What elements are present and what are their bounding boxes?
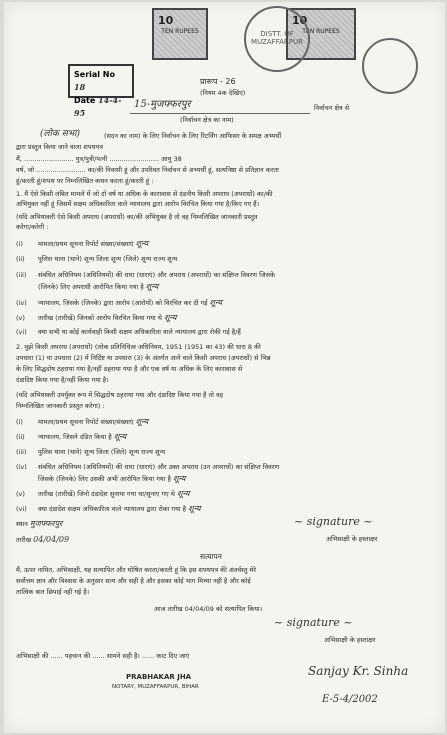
list2-item: (ii) न्यायालय, जिसने दंडित किया है शून्य	[16, 432, 127, 441]
notary-reg: E-5-4/2002	[322, 694, 378, 705]
stamp-text: TEN RUPEES	[302, 28, 340, 35]
list2-item: जिसके (जिनके) लिए उसकी अभी आरोपित किया गया है शून्य	[38, 474, 186, 483]
para-1c: (यदि अभियाक्ती ऐसे किसी अपराध (अपराधों) का/की अभियुक्त है तो वह निम्नलिखित जानकारी प्रस्तुत	[16, 213, 258, 221]
verification-sign-label: अभिसाक्षी के हस्ताक्षर	[324, 636, 376, 644]
body-line-1: (सदन का नाम) के लिए निर्वाचन के लिए रिटर्निंग आफिसर के समक्ष अभ्यर्थी	[104, 132, 282, 140]
para-2e: (यदि अभियाक्ती उपर्युक्त रूप में सिद्धदोष ठहराया गया और दंडादिष्ट किया गया है तो वह	[16, 391, 224, 399]
deponent-signature: ~ signature ~	[294, 515, 373, 528]
deponent-label: अभिसाक्षी के हस्ताक्षर	[326, 535, 378, 543]
form-rule: (नियम 4क देखिए)	[200, 89, 246, 97]
round-seal	[362, 38, 418, 94]
verification-line: अभिसाक्षी की ...... पहचान की ...... सामने सही है। ...... काट दिए जाएं	[16, 652, 190, 660]
list1-item: (जिनके) लिए अपराधी आरोपित किया गया है शून्य	[38, 282, 159, 291]
list2-item: (v) तारीख (तारीखें) जिनो दंडादेश सुनाया गया था/सुनाए गए थे शून्य	[16, 489, 190, 498]
fill-line	[130, 113, 310, 114]
list2-item: (iii) पुलिस थाना (थाने) शून्य जिला (जिले) शून्य राज्य शून्य	[16, 448, 166, 456]
notary-title: NOTARY, MUZAFFARPUR, BIHAR	[112, 684, 199, 690]
para-2d: दंडादिष्ट किया गया है/नहीं किया गया है।	[16, 376, 109, 384]
para-2f: निम्नलिखित जानकारी प्रस्तुत करेगा) :	[16, 402, 105, 410]
date-label: Date	[74, 96, 96, 105]
serial-label: Serial No	[74, 70, 115, 79]
verification-signature: ~ signature ~	[274, 616, 353, 629]
stamp-text: TEN RUPEES	[161, 28, 199, 35]
constituency-label: (निर्वाचन क्षेत्र का नाम)	[180, 116, 234, 124]
place-row: स्थान मुजफ्फरपुर	[16, 519, 63, 528]
stamp-paper-left	[152, 8, 208, 60]
list1-item: (iii) संबंधित अधिनियम (अधिनियमों) की धारा (धाराएं) और अपराध (अपराधों) का संक्षिप्त विवरण जिसके	[16, 271, 275, 279]
list1-item: (vi) क्या सभी या कोई कार्यवाही किसी सक्षम अधिकारिता वाले न्यायालय द्वारा रोकी गई है/हैं	[16, 328, 241, 336]
para-2a: 2. मुझे किसी अपराध (अपराधों) (लोक प्रतिनिधित्व अधिनियम, 1951 (1951 का 43) की धारा 8 की	[16, 343, 261, 351]
list2-item: (vi) क्या दंडादेश सक्षम अधिकारिता वाले न्यायालय द्वारा रोका गया है शून्य	[16, 504, 201, 513]
verification-line: सर्वोत्तम ज्ञान और विश्वास के अनुसार सत्य और सही है और इसका कोई भाग मिथ्या नहीं है और कोई	[16, 577, 251, 585]
stamp-value: 10	[292, 14, 308, 27]
court-seal: DISTT. OF MUZAFFARPUR	[244, 6, 310, 72]
verification-title: सत्यापन	[200, 552, 222, 561]
verification-line: मैं, ऊपर नामित, अभिसाक्षी, यह सत्यापित और घोषित करता/करती हूं कि इस शपथपत्र की अंतर्वस्तु मेरे	[16, 566, 257, 574]
list1-item: (i) मामला/प्रथम सूचना रिपोर्ट संख्या/संख्याएं शून्य	[16, 239, 149, 248]
serial-date: 14-4-95	[74, 95, 122, 118]
constituency-after: निर्वाचन क्षेत्र से	[314, 104, 350, 112]
serial-box	[68, 64, 134, 118]
constituency-fill: 15-मुजफ्फरपुर	[134, 99, 191, 110]
para-1b: अभियुक्त नहीं हूं जिसमें सक्षम अधिकारिता वाले न्यायालय द्वारा आरोप विरचित किया गया है/किए गए हैं।	[16, 200, 260, 208]
list1-item: (iv) न्यायालय, जिसके (जिनके) द्वारा आरोप (आरोपों) को विरचित कर दी गई शून्य	[16, 298, 222, 307]
verification-line: तात्विक बात छिपाई नहीं गई है।	[16, 588, 90, 596]
house-fill: (लोक सभा)	[40, 129, 80, 139]
para-2b: उपधारा (1) या उपधारा (2) में निर्दिष्ट या उपधारा (3) के अंतर्गत आने वाले किसी अपराध (अपराधों) से भिन्न	[16, 354, 271, 362]
list1-item: (ii) पुलिस थाना (थाने) शून्य जिला शून्य (जिले) शून्य राज्य शून्य	[16, 255, 178, 263]
list2-item: (i) मामला/प्रथम सूचना रिपोर्ट संख्या/संख्याएं शून्य	[16, 417, 149, 426]
stamp-value: 10	[158, 14, 174, 27]
list2-item: (iv) संबंधित अधिनियम (अधिनियमों) की धारा (धाराएं) और उक्त अपराध (उन अपराधों) का संक्षिप्त विवरण	[16, 463, 280, 471]
sanjay-signature: Sanjay Kr. Sinha	[308, 664, 409, 678]
list1-item: (v) तारीख (तारीखें) जिनको आरोप विरचित किया गया थे शून्य	[16, 313, 177, 322]
date-row: तारीख 04/04/09	[16, 535, 70, 544]
affidavit-page	[4, 2, 445, 733]
form-number: प्रारूप - 26	[200, 77, 236, 86]
para-1a: 1. मैं ऐसे किसी लंबित मामले में जो दो वर्ष या अधिक के कारावास से दंडनीय किसी अपराध (अपराधों) का/की	[16, 190, 273, 198]
para-2c: के लिए सिद्धदोष ठहराया गया है/नहीं ठहराया गया है और एक वर्ष या अधिक के लिए कारावास से	[16, 365, 243, 373]
body-line-3: मैं, ........................ पुत्र/पुत्री/पत्नी ........................ आयु 38	[16, 155, 182, 163]
verification-date: आज तारीख 04/04/09 को सत्यापित किया।	[154, 605, 263, 613]
notary-name: PRABHAKAR JHA	[126, 673, 192, 681]
body-line-4: वर्ष, जो ........................ का/की निवासी हूं और उपरिवत निर्वाचन से अभ्यर्थी हूं, सत्यनिष्ठा से प्रतिज्ञान करता	[16, 166, 279, 174]
body-line-5: हूं/करती हूं/शपथ पर निम्नलिखित कथन करता हूं/करती हूं :	[16, 177, 154, 185]
serial-value: 18	[74, 82, 86, 92]
body-line-2: द्वारा प्रस्तुत किया जाने वाला शपथपत्र	[16, 143, 103, 151]
para-1d: करेगा/करेगी :	[16, 223, 49, 231]
